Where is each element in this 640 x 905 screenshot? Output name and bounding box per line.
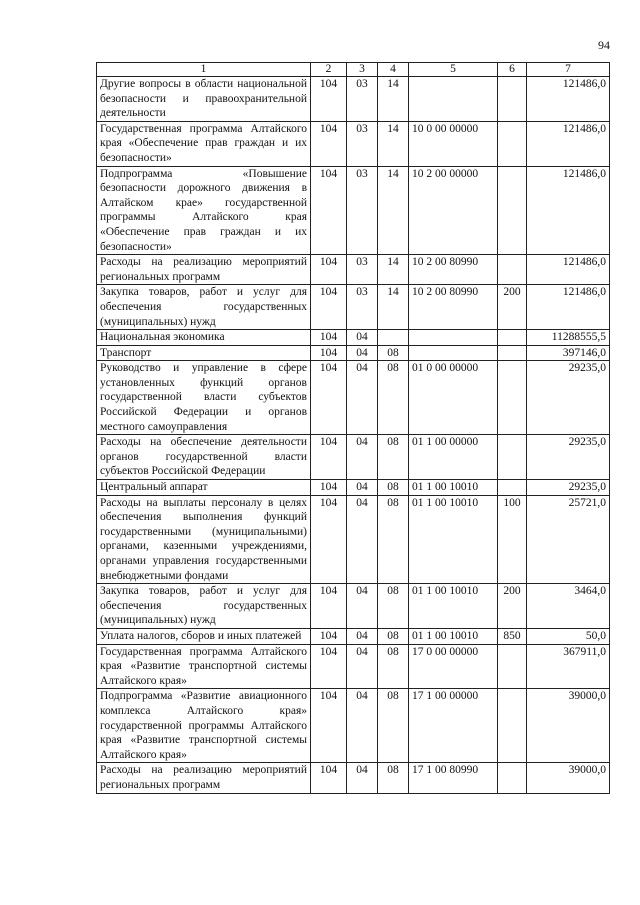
cell-code-4: 08 <box>378 480 409 496</box>
cell-code-4: 08 <box>378 628 409 644</box>
row-name: Подпрограмма «Развитие авиационного комплекса Алтайского края» государственной программы Алтайского края «Развитие транспортной системы Алтайского края» <box>97 689 311 763</box>
cell-code-2: 104 <box>311 495 347 584</box>
cell-code-3: 03 <box>347 166 378 255</box>
cell-code-2: 104 <box>311 689 347 763</box>
row-name: Национальная экономика <box>97 330 311 346</box>
column-header: 1 <box>97 63 311 77</box>
cell-code-2: 104 <box>311 285 347 330</box>
cell-amount: 25721,0 <box>527 495 610 584</box>
cell-code-6 <box>498 166 527 255</box>
table-row <box>97 628 610 644</box>
cell-code-5: 10 2 00 80990 <box>409 255 498 285</box>
cell-amount: 121486,0 <box>527 121 610 166</box>
cell-code-2: 104 <box>311 361 347 435</box>
cell-code-4: 08 <box>378 644 409 689</box>
cell-code-4: 08 <box>378 495 409 584</box>
cell-code-2: 104 <box>311 77 347 122</box>
cell-code-5 <box>409 345 498 361</box>
cell-code-4: 14 <box>378 121 409 166</box>
cell-code-6 <box>498 644 527 689</box>
cell-amount: 121486,0 <box>527 285 610 330</box>
cell-code-2: 104 <box>311 166 347 255</box>
cell-code-4: 14 <box>378 255 409 285</box>
row-name: Закупка товаров, работ и услуг для обеспечения государственных (муниципальных) нужд <box>97 584 311 629</box>
cell-code-3: 04 <box>347 345 378 361</box>
cell-code-5: 17 0 00 00000 <box>409 644 498 689</box>
table-row <box>97 121 610 166</box>
column-header: 7 <box>527 63 610 77</box>
cell-code-3: 04 <box>347 361 378 435</box>
cell-code-6: 850 <box>498 628 527 644</box>
column-header: 3 <box>347 63 378 77</box>
cell-code-6 <box>498 763 527 793</box>
cell-amount: 121486,0 <box>527 77 610 122</box>
cell-code-3: 03 <box>347 121 378 166</box>
column-header: 5 <box>409 63 498 77</box>
cell-code-6: 100 <box>498 495 527 584</box>
table-row <box>97 77 610 122</box>
cell-code-2: 104 <box>311 628 347 644</box>
cell-code-6 <box>498 345 527 361</box>
cell-amount: 367911,0 <box>527 644 610 689</box>
cell-code-5: 17 1 00 80990 <box>409 763 498 793</box>
cell-code-5 <box>409 330 498 346</box>
cell-code-3: 03 <box>347 77 378 122</box>
cell-code-4: 08 <box>378 361 409 435</box>
cell-code-2: 104 <box>311 644 347 689</box>
cell-code-4: 08 <box>378 345 409 361</box>
cell-code-5: 10 2 00 00000 <box>409 166 498 255</box>
row-name: Другие вопросы в области национальной безопасности и правоохранительной деятельности <box>97 77 311 122</box>
table-row <box>97 255 610 285</box>
cell-code-4: 08 <box>378 689 409 763</box>
cell-code-2: 104 <box>311 121 347 166</box>
column-header: 4 <box>378 63 409 77</box>
cell-code-2: 104 <box>311 330 347 346</box>
cell-code-5: 17 1 00 00000 <box>409 689 498 763</box>
table-row <box>97 345 610 361</box>
cell-code-3: 03 <box>347 255 378 285</box>
table-row <box>97 361 610 435</box>
table-row <box>97 763 610 793</box>
cell-code-4: 14 <box>378 166 409 255</box>
cell-code-3: 04 <box>347 763 378 793</box>
table-row <box>97 689 610 763</box>
table-row <box>97 644 610 689</box>
cell-code-6 <box>498 689 527 763</box>
cell-code-6 <box>498 361 527 435</box>
table-row <box>97 480 610 496</box>
cell-code-3: 04 <box>347 495 378 584</box>
table-row <box>97 435 610 480</box>
row-name: Государственная программа Алтайского края «Обеспечение прав граждан и их безопасности» <box>97 121 311 166</box>
cell-code-2: 104 <box>311 480 347 496</box>
column-header: 2 <box>311 63 347 77</box>
cell-code-2: 104 <box>311 435 347 480</box>
page-number: 94 <box>598 38 610 52</box>
cell-code-5: 10 0 00 00000 <box>409 121 498 166</box>
cell-code-6: 200 <box>498 285 527 330</box>
cell-amount: 39000,0 <box>527 763 610 793</box>
cell-code-6 <box>498 77 527 122</box>
cell-code-6 <box>498 480 527 496</box>
cell-code-5: 10 2 00 80990 <box>409 285 498 330</box>
row-name: Транспорт <box>97 345 311 361</box>
row-name: Расходы на выплаты персоналу в целях обеспечения выполнения функций государственными (муниципальными) органами, казенными учреждениями, органами управления государственными внебюджетными фондами <box>97 495 311 584</box>
cell-amount: 11288555,5 <box>527 330 610 346</box>
row-name: Уплата налогов, сборов и иных платежей <box>97 628 311 644</box>
cell-code-3: 04 <box>347 628 378 644</box>
cell-code-4: 14 <box>378 285 409 330</box>
row-name: Руководство и управление в сфере установленных функций органов государственной власти субъектов Российской Федерации и органов местного самоуправления <box>97 361 311 435</box>
cell-code-3: 04 <box>347 644 378 689</box>
row-name: Расходы на реализацию мероприятий региональных программ <box>97 763 311 793</box>
cell-amount: 121486,0 <box>527 255 610 285</box>
cell-code-5: 01 1 00 10010 <box>409 480 498 496</box>
cell-code-5: 01 1 00 10010 <box>409 495 498 584</box>
cell-code-4: 14 <box>378 77 409 122</box>
cell-amount: 29235,0 <box>527 361 610 435</box>
cell-code-6 <box>498 121 527 166</box>
cell-code-5: 01 1 00 10010 <box>409 584 498 629</box>
cell-amount: 50,0 <box>527 628 610 644</box>
cell-code-3: 04 <box>347 330 378 346</box>
cell-code-4: 08 <box>378 435 409 480</box>
cell-amount: 397146,0 <box>527 345 610 361</box>
table-row <box>97 584 610 629</box>
row-name: Центральный аппарат <box>97 480 311 496</box>
cell-code-6 <box>498 435 527 480</box>
cell-code-2: 104 <box>311 345 347 361</box>
budget-table <box>96 62 610 794</box>
row-name: Расходы на обеспечение деятельности органов государственной власти субъектов Российской Федерации <box>97 435 311 480</box>
row-name: Государственная программа Алтайского края «Развитие транспортной системы Алтайского края» <box>97 644 311 689</box>
cell-code-2: 104 <box>311 763 347 793</box>
row-name: Закупка товаров, работ и услуг для обеспечения государственных (муниципальных) нужд <box>97 285 311 330</box>
table-row <box>97 330 610 346</box>
cell-code-3: 04 <box>347 435 378 480</box>
cell-code-2: 104 <box>311 255 347 285</box>
table-row <box>97 285 610 330</box>
cell-amount: 3464,0 <box>527 584 610 629</box>
cell-code-4: 08 <box>378 763 409 793</box>
cell-code-3: 03 <box>347 285 378 330</box>
table-row <box>97 166 610 255</box>
cell-code-6: 200 <box>498 584 527 629</box>
cell-code-6 <box>498 255 527 285</box>
cell-code-5 <box>409 77 498 122</box>
row-name: Подпрограмма «Повышение безопасности дорожного движения в Алтайском крае» государственной программы Алтайского края «Обеспечение прав граждан и их безопасности» <box>97 166 311 255</box>
cell-amount: 29235,0 <box>527 480 610 496</box>
cell-code-4: 08 <box>378 584 409 629</box>
cell-code-3: 04 <box>347 480 378 496</box>
cell-amount: 121486,0 <box>527 166 610 255</box>
cell-amount: 29235,0 <box>527 435 610 480</box>
cell-code-4 <box>378 330 409 346</box>
cell-code-5: 01 1 00 10010 <box>409 628 498 644</box>
column-header: 6 <box>498 63 527 77</box>
cell-code-3: 04 <box>347 584 378 629</box>
table-header-row <box>97 63 610 77</box>
cell-code-2: 104 <box>311 584 347 629</box>
cell-code-5: 01 1 00 00000 <box>409 435 498 480</box>
cell-code-5: 01 0 00 00000 <box>409 361 498 435</box>
cell-code-6 <box>498 330 527 346</box>
cell-code-3: 04 <box>347 689 378 763</box>
row-name: Расходы на реализацию мероприятий региональных программ <box>97 255 311 285</box>
table-row <box>97 495 610 584</box>
cell-amount: 39000,0 <box>527 689 610 763</box>
